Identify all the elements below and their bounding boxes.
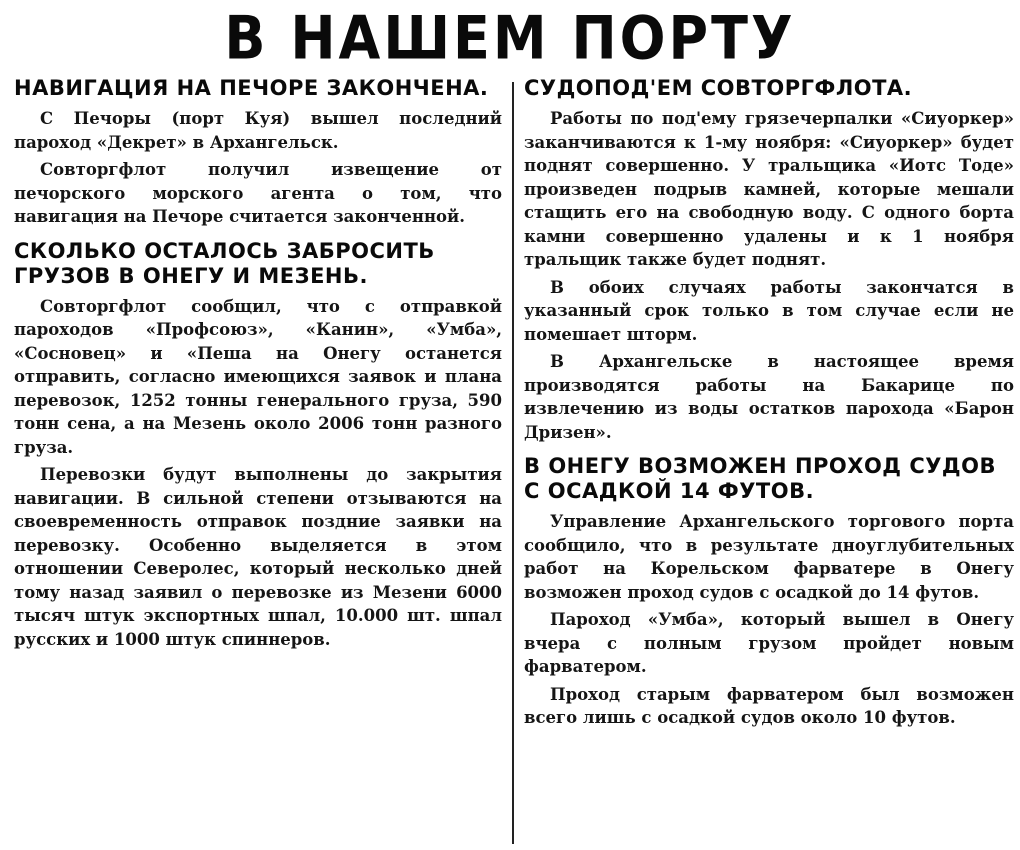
article-paragraph: Совторгфлот получил извещение от печорского морского агента о том, что навигация на Печоре считается законченной. (14, 160, 502, 226)
page-title: В НАШЕМ ПОРТУ (224, 3, 796, 73)
article-headline: СКОЛЬКО ОСТАЛОСЬ ЗАБРОСИТЬ ГРУЗОВ В ОНЕГУ И МЕЗЕНЬ. (14, 238, 435, 288)
article-paragraph: Управление Архангельского торгового порта сообщило, что в результате дноуглубительных работ на Корельском фарватере в Онегу возможен проход судов с осадкой до 14 футов. (524, 512, 1014, 602)
article-paragraph: С Печоры (порт Куя) вышел последний пароход «Декрет» в Архангельск. (14, 109, 502, 152)
article-headline: НАВИГАЦИЯ НА ПЕЧОРЕ ЗАКОНЧЕНА. (14, 76, 489, 100)
article-paragraph: Пароход «Умба», который вышел в Онегу вчера с полным грузом пройдет новым фарватером. (524, 610, 1014, 676)
article-headline: СУДОПОД'ЕМ СОВТОРГФЛОТА. (524, 76, 913, 100)
article-paragraph: Перевозки будут выполнены до закрытия навигации. В сильной степени отзываются на своевременность отправок поздние заявки на перевозку. Особенно выделяется в этом отношении Северолес, который несколько дней тому назад заявил о перевозке из Мезени 6000 тысяч штук экспортных шпал, 10.000 шт. шпал русских и 1000 штук спиннеров. (14, 465, 502, 649)
article-paragraph: Проход старым фарватером был возможен всего лишь с осадкой судов около 10 футов. (524, 684, 1014, 727)
right-column (524, 76, 1014, 846)
article-headline: В ОНЕГУ ВОЗМОЖЕН ПРОХОД СУДОВ С ОСАДКОЙ 14 ФУТОВ. (524, 454, 996, 503)
article-onega-passage (524, 454, 1014, 730)
column-divider (512, 82, 514, 844)
article-paragraph: Работы по под'ему грязечерпалки «Сиуоркер» заканчиваются к 1-му ноября: «Сиуоркер» будет поднят совершенно. У тральщика «Иотс Тоде» произведен подрыв камней, которые мешали стащить его на свободную воду. С одного борта камни совершенно удалены и к 1 ноября тральщик также будет поднят. (524, 109, 1014, 269)
article-navigation-pechora (14, 76, 502, 229)
article-paragraph: В обоих случаях работы закончатся в указанный срок только в том случае если не помешает шторм. (524, 277, 1014, 344)
article-paragraph: В Архангельске в настоящее время производятся работы на Бакарице по извлечению из воды остатков парохода «Барон Дризен». (524, 352, 1014, 442)
article-cargo-onega-mezen (14, 239, 502, 652)
article-paragraph: Совторгфлот сообщил, что с отправкой пароходов «Профсоюз», «Канин», «Умба», «Сосновец» и «Пеша на Онегу останется отправить, согласно имеющихся заявок и плана перевозок, 1252 тонны генерального груза, 590 тонн сена, а на Мезень около 2006 тонн разного груза. (14, 296, 502, 457)
article-ship-raising (524, 76, 1014, 444)
left-column (14, 76, 502, 846)
